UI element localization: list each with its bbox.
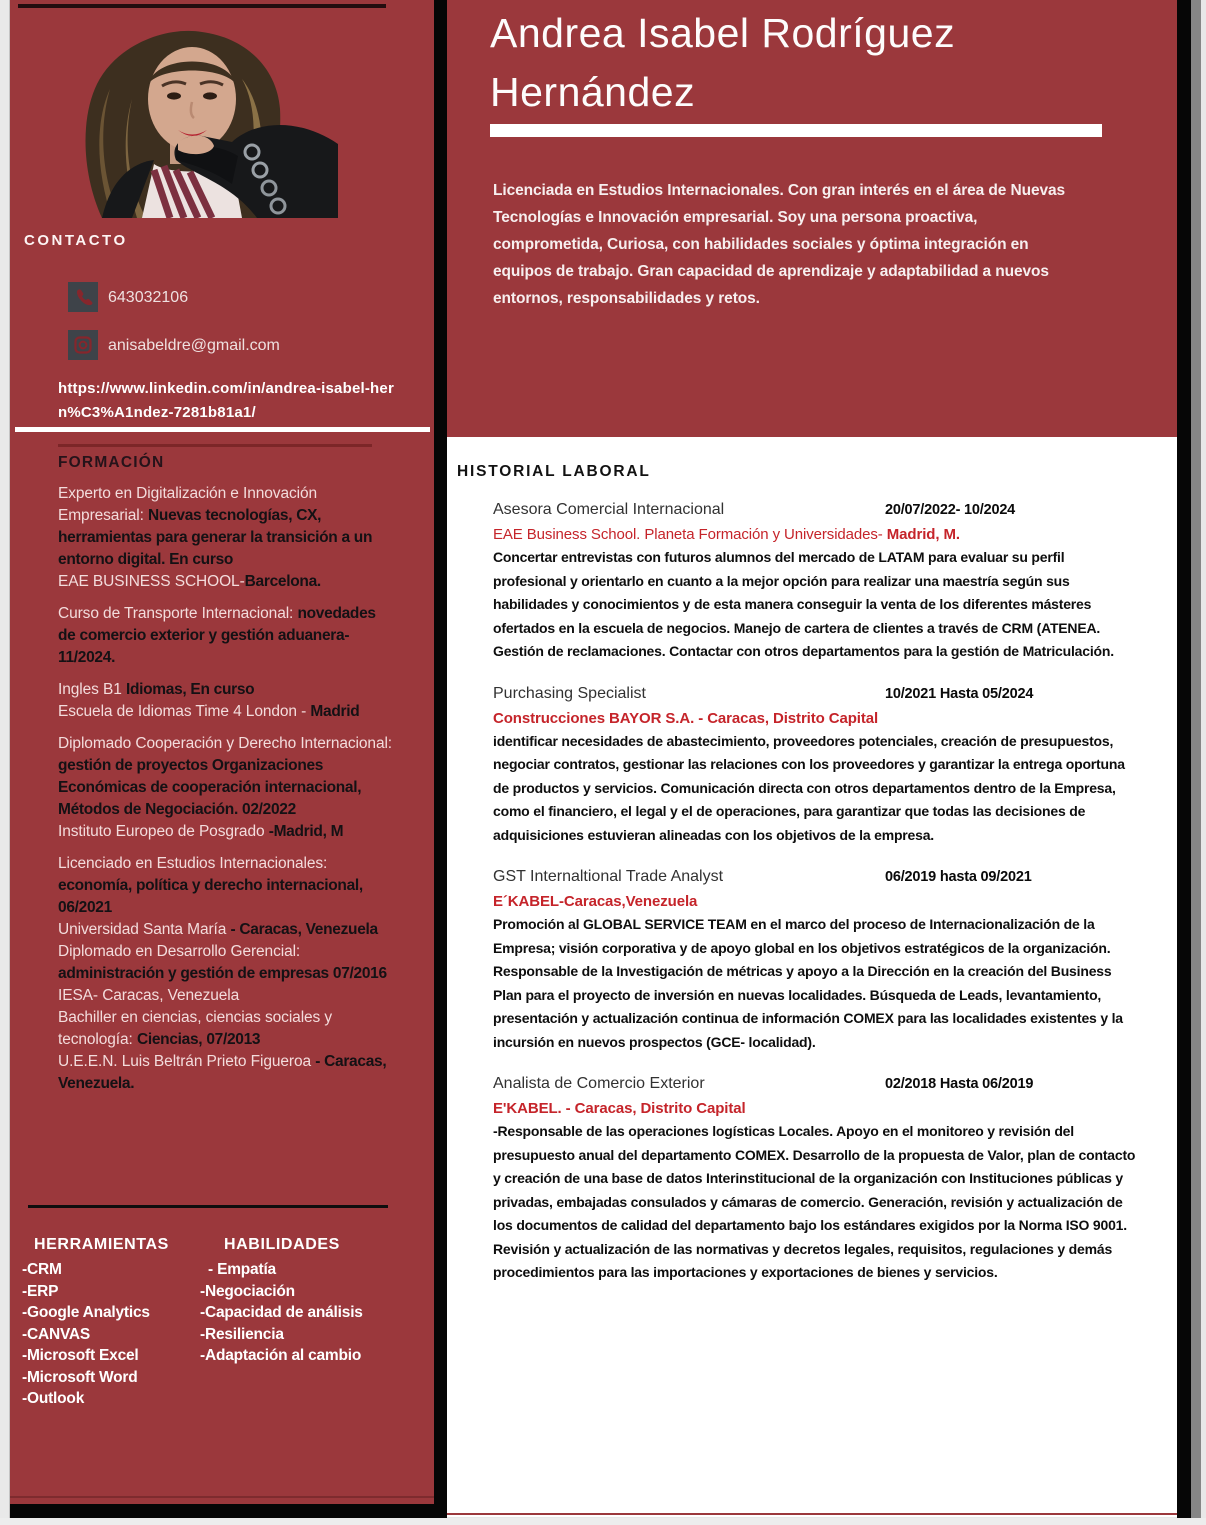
tool-item: -Outlook bbox=[22, 1390, 85, 1407]
education-section-title: FORMACIÓN bbox=[58, 454, 165, 471]
skill-item: -Adaptación al cambio bbox=[200, 1347, 362, 1364]
job-entry bbox=[493, 685, 1143, 848]
education-entry: Experto en Digitalización e Innovación Empresarial: Nuevas tecnologías, CX, herramientas para generar la transición a un entorno digital. En curso EAE BUSINESS SCHOOL-Barcelona. bbox=[58, 485, 373, 590]
tools-skills-section bbox=[22, 1236, 422, 1410]
tool-item: -CRM bbox=[22, 1261, 62, 1278]
job-entry bbox=[493, 501, 1143, 664]
job-list bbox=[493, 501, 1143, 1306]
contact-section-title: CONTACTO bbox=[24, 232, 128, 249]
tools-top-rule bbox=[28, 1205, 388, 1208]
formacion-top-rule bbox=[58, 444, 372, 447]
job-description: Promoción al GLOBAL SERVICE TEAM en el marco del proceso de Internacionalización de la Empresa; visión corporativa y de apoyo global en los objetivos estratégicos de la organización. Responsable de la Investigación de métricas y apoyo a la Dirección en la creación del Business Plan para el proyecto de inversión en nuevas localidades. Búsqueda de Leads, levantamiento, presentación y actualización continua de información COMEX para las localidades existentes y la incursión en nuevos prospectos (GCE- localidad). bbox=[493, 916, 1123, 1050]
job-description: Concertar entrevistas con futuros alumnos del mercado de LATAM para evaluar su perfil profesional y orientarlo en cuanto a la mejor opción para realizar una maestría según sus habilidades y conocimientos y de esta manera conseguir la venta de los diferentes másteres ofertados en la escuela de negocios. Manejo de cartera de clientes a través de CRM (ATENEA. Gestión de reclamaciones. Contactar con otros departamentos para la gestión de Matriculación. bbox=[493, 549, 1114, 659]
job-header bbox=[493, 685, 1143, 707]
education-list bbox=[58, 483, 392, 1095]
page-frame-divider bbox=[434, 0, 447, 1518]
sidebar-bottom-line bbox=[10, 1496, 434, 1498]
tools-column bbox=[22, 1236, 200, 1410]
viewer-left-margin bbox=[0, 0, 10, 1525]
job-dates: 02/2018 Hasta 06/2019 bbox=[885, 1076, 1034, 1092]
tools-list bbox=[22, 1259, 200, 1410]
email-address: anisabeldre@gmail.com bbox=[108, 337, 280, 354]
job-company: Construcciones BAYOR S.A. - Caracas, Distrito Capital bbox=[493, 709, 879, 727]
job-header bbox=[493, 501, 1143, 523]
skills-column bbox=[200, 1236, 410, 1410]
job-title: Asesora Comercial Internacional bbox=[493, 501, 725, 518]
person-name-line2: Hernández bbox=[490, 69, 696, 115]
job-company: EAE Business School. Planeta Formación y Universidades- Madrid, M. bbox=[493, 526, 960, 543]
person-name-line1: Andrea Isabel Rodríguez bbox=[490, 10, 956, 56]
job-description: identificar necesidades de abastecimiento, proveedores potenciales, creación de presupuestos, negociar contratos, gestionar las relaciones con los proveedores y garantizar la entrega oportuna de productos y servicios. Comunicación directa con otros departamentos dentro de la Empresa, como el financiero, el legal y el de operaciones, para garantizar que todas las decisiones de adquisiciones estuvieran alineadas con los objetivos de la empresa. bbox=[493, 732, 1125, 843]
job-header bbox=[493, 868, 1143, 890]
skill-item: -Resiliencia bbox=[200, 1325, 284, 1343]
job-company: E´KABEL-Caracas,Venezuela bbox=[493, 893, 698, 910]
name-header bbox=[447, 0, 1177, 437]
job-dates: 06/2019 hasta 09/2021 bbox=[885, 869, 1032, 885]
skills-list bbox=[200, 1259, 410, 1367]
tool-item: -CANVAS bbox=[22, 1325, 91, 1343]
job-company: E'KABEL. - Caracas, Distrito Capital bbox=[493, 1100, 746, 1117]
linkedin-link[interactable]: https://www.linkedin.com/in/andrea-isabel-hern%C3%A1ndez-7281b81a1/ bbox=[58, 380, 394, 421]
job-title: Analista de Comercio Exterior bbox=[493, 1075, 705, 1092]
tools-title: HERRAMIENTAS bbox=[34, 1236, 169, 1253]
skill-item: -Capacidad de análisis bbox=[200, 1304, 363, 1321]
education-entry: Diplomado Cooperación y Derecho Internacional: gestión de proyectos Organizaciones Económicas de cooperación internacional, Métodos de Negociación. 02/2022 Instituto Europeo de Posgrado -Madrid, M bbox=[58, 735, 393, 840]
profile-photo bbox=[42, 24, 338, 218]
education-entry: Bachiller en ciencias, ciencias sociales y tecnología: Ciencias, 07/2013 U.E.E.N. Luis Beltrán Prieto Figueroa - Caracas, Venezuela. bbox=[58, 1009, 387, 1092]
page-frame-bottom bbox=[10, 1504, 447, 1518]
education-section bbox=[58, 454, 392, 1095]
viewer-bottom-margin bbox=[0, 1518, 1206, 1525]
job-entry bbox=[493, 868, 1143, 1054]
tool-item: -Microsoft Word bbox=[22, 1368, 138, 1386]
at-icon bbox=[68, 330, 98, 360]
education-entry: Licenciado en Estudios Internacionales: economía, política y derecho internacional, 06/2021 Universidad Santa María - Caracas, Venezuela bbox=[58, 855, 378, 938]
job-description: -Responsable de las operaciones logísticas Locales. Apoyo en el monitoreo y revisión del presupuesto anual del departamento COMEX. Desarrollo de la propuesta de Valor, plan de contacto y creación de una base de datos Interinstitucional de la organización con Instituciones públicas y privadas, embajadas consulados y cámaras de comercio. Generación, revisión y actualización de los documentos de calidad del departamento bajo los estándares exigidos por la Norma ISO 9001. Revisión y actualización de las normativas y decretos legales, requisitos, regulaciones y demás procedimientos para las importaciones y exportaciones de bienes y servicios. bbox=[493, 1123, 1136, 1280]
sidebar-divider bbox=[15, 427, 430, 432]
job-dates: 10/2021 Hasta 05/2024 bbox=[885, 685, 1034, 702]
job-title: GST Internaltional Trade Analyst bbox=[493, 868, 724, 885]
skill-item: - Empatía bbox=[208, 1261, 276, 1278]
main-content bbox=[447, 0, 1177, 1517]
tool-item: -Microsoft Excel bbox=[22, 1347, 139, 1364]
sidebar-top-line bbox=[18, 4, 386, 8]
name-underline-bar bbox=[490, 124, 1102, 137]
tool-item: -ERP bbox=[22, 1282, 59, 1300]
profile-summary: Licenciada en Estudios Internacionales. Con gran interés en el área de Nuevas Tecnologías e Innovación empresarial. Soy una persona proactiva, comprometida, Curiosa, con habilidades sociales y óptima integración en equipos de trabajo. Gran capacidad de aprendizaje y adaptabilidad a nuevos entornos, responsabilidades y retos. bbox=[493, 182, 1066, 307]
person-name bbox=[490, 4, 955, 122]
job-header bbox=[493, 1075, 1143, 1097]
page-bottom-rule bbox=[447, 1513, 1177, 1515]
phone-icon bbox=[68, 282, 98, 312]
work-history-title: HISTORIAL LABORAL bbox=[457, 463, 651, 480]
job-entry bbox=[493, 1075, 1143, 1285]
page-frame-right bbox=[1177, 0, 1191, 1518]
viewer-right-shadow bbox=[1191, 0, 1201, 1518]
skill-item: -Negociación bbox=[200, 1282, 295, 1300]
job-title: Purchasing Specialist bbox=[493, 684, 646, 702]
tool-item: -Google Analytics bbox=[22, 1304, 150, 1321]
skills-title: HABILIDADES bbox=[224, 1236, 340, 1253]
education-entry: Ingles B1 Idiomas, En curso Escuela de Idiomas Time 4 London - Madrid bbox=[58, 681, 360, 720]
job-dates: 20/07/2022- 10/2024 bbox=[885, 502, 1016, 518]
education-entry: Diplomado en Desarrollo Gerencial: administración y gestión de empresas 07/2016 IESA- Caracas, Venezuela bbox=[58, 943, 387, 1004]
education-entry: Curso de Transporte Internacional: novedades de comercio exterior y gestión aduanera-11/2024. bbox=[58, 605, 376, 666]
sidebar bbox=[10, 0, 434, 1504]
phone-number: 643032106 bbox=[108, 289, 189, 306]
